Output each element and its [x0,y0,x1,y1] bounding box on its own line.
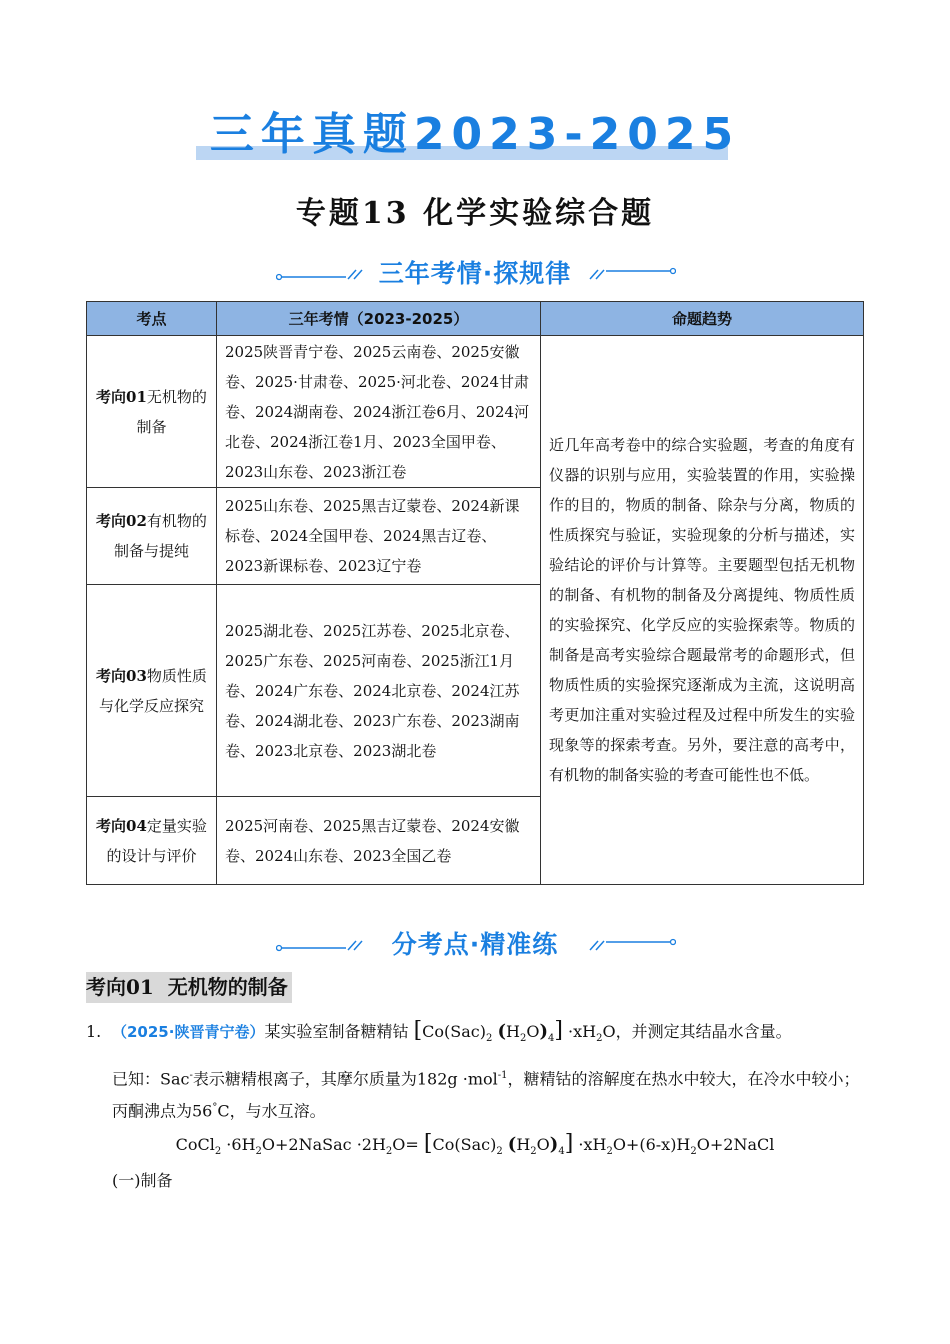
years-cell: 2025河南卷、2025黑吉辽蒙卷、2024安徽卷、2024山东卷、2023全国乙卷 [217,797,541,885]
years-cell: 2025山东卷、2025黑吉辽蒙卷、2024新课标卷、2024全国甲卷、2024黑吉辽卷、2023新课标卷、2023辽宁卷 [217,488,541,585]
table-header: 考点 [87,302,217,336]
section-title: 分考点·精准练 [391,930,559,959]
question-text: 某实验室制备糖精钴 [264,1022,409,1041]
section-title: 三年考情·探规律 [378,259,572,288]
banner-title: 三年真题2023-2025 [209,109,741,160]
question-number: 1. [86,1022,102,1041]
page-title: 专题13 化学实验综合题 [295,196,655,231]
table-header-row [87,302,864,336]
decor-line-right-icon [586,267,676,281]
topic-cell: 考向04定量实验的设计与评价 [87,797,217,885]
question-text-end: ，并测定其结晶水含量。 [615,1022,792,1041]
table-header: 命题趋势 [541,302,864,336]
topic-cell: 考向03物质性质与化学反应探究 [87,585,217,797]
section-header-trends [0,257,950,291]
table-row [87,336,864,488]
formula-cobalt-saccharin: [$Co(Sac)_2$ $(H_2O)_4] \cdot xH_2O$ [413,1018,616,1045]
years-cell: 2025陕晋青宁卷、2025云南卷、2025安徽卷、2025·甘肃卷、2025·河北卷、2024甘肃卷、2024湖南卷、2024浙江卷6月、2024河北卷、2024浙江卷1月、2023全国甲卷、2023山东卷、2023浙江卷 [217,336,541,488]
question-stem [86,1017,792,1053]
decor-line-right-icon [586,938,676,952]
table-header: 三年考情（2023-2025） [217,302,541,336]
known-line-1: 已知：Sac-表示糖精根离子，其摩尔质量为182g ·mol$^{-1}$，糖精钴的溶解度在热水中较大，在冷水中较小； [112,1069,860,1089]
years-cell: 2025湖北卷、2025江苏卷、2025北京卷、2025广东卷、2025河南卷、2025浙江1月卷、2024广东卷、2024北京卷、2024江苏卷、2024湖北卷、2023广东卷、2023湖南卷、2023北京卷、2023湖北卷 [217,585,541,797]
topic-cell: 考向01无机物的制备 [87,336,217,488]
banner [0,108,950,168]
section-header-practice [0,928,950,962]
trend-cell: 近几年高考卷中的综合实验题，考查的角度有仪器的识别与应用，实验装置的作用，实验操作的目的，物质的制备、除杂与分离，物质的性质探究与验证，实验现象的分析与描述，实验结论的评价与计算等。主要题型包括无机物的制备、有机物的制备及分离提纯、物质性质的实验探究、化学反应的实验探索等。物质的制备是高考实验综合题最常考的命题形式，但物质性质的实验探究逐渐成为主流，这说明高考更加注重对实验过程及过程中所发生的实验现象等的探索考查。另外，要注意的高考中，有机物的制备实验的考查可能性也不低。 [541,336,864,885]
exam-trend-table [86,301,864,885]
question-source: （2025·陕晋青宁卷） [112,1023,265,1041]
topic-heading: 考向01 无机物的制备 [86,972,292,1003]
reaction-equation: CoCl$_2$ $\cdot 6H_2O+2NaSac \cdot 2H_2O= [Co(Sac)_2$ $(H_2O)_4$] $\cdot xH_2O+(6-x)H_2O+2NaCl$ [175,1131,775,1158]
known-line-2: 丙酮沸点为56°C，与水互溶。 [112,1101,326,1121]
part-heading: (一)制备 [112,1171,173,1190]
topic-cell: 考向02有机物的制备与提纯 [87,488,217,585]
